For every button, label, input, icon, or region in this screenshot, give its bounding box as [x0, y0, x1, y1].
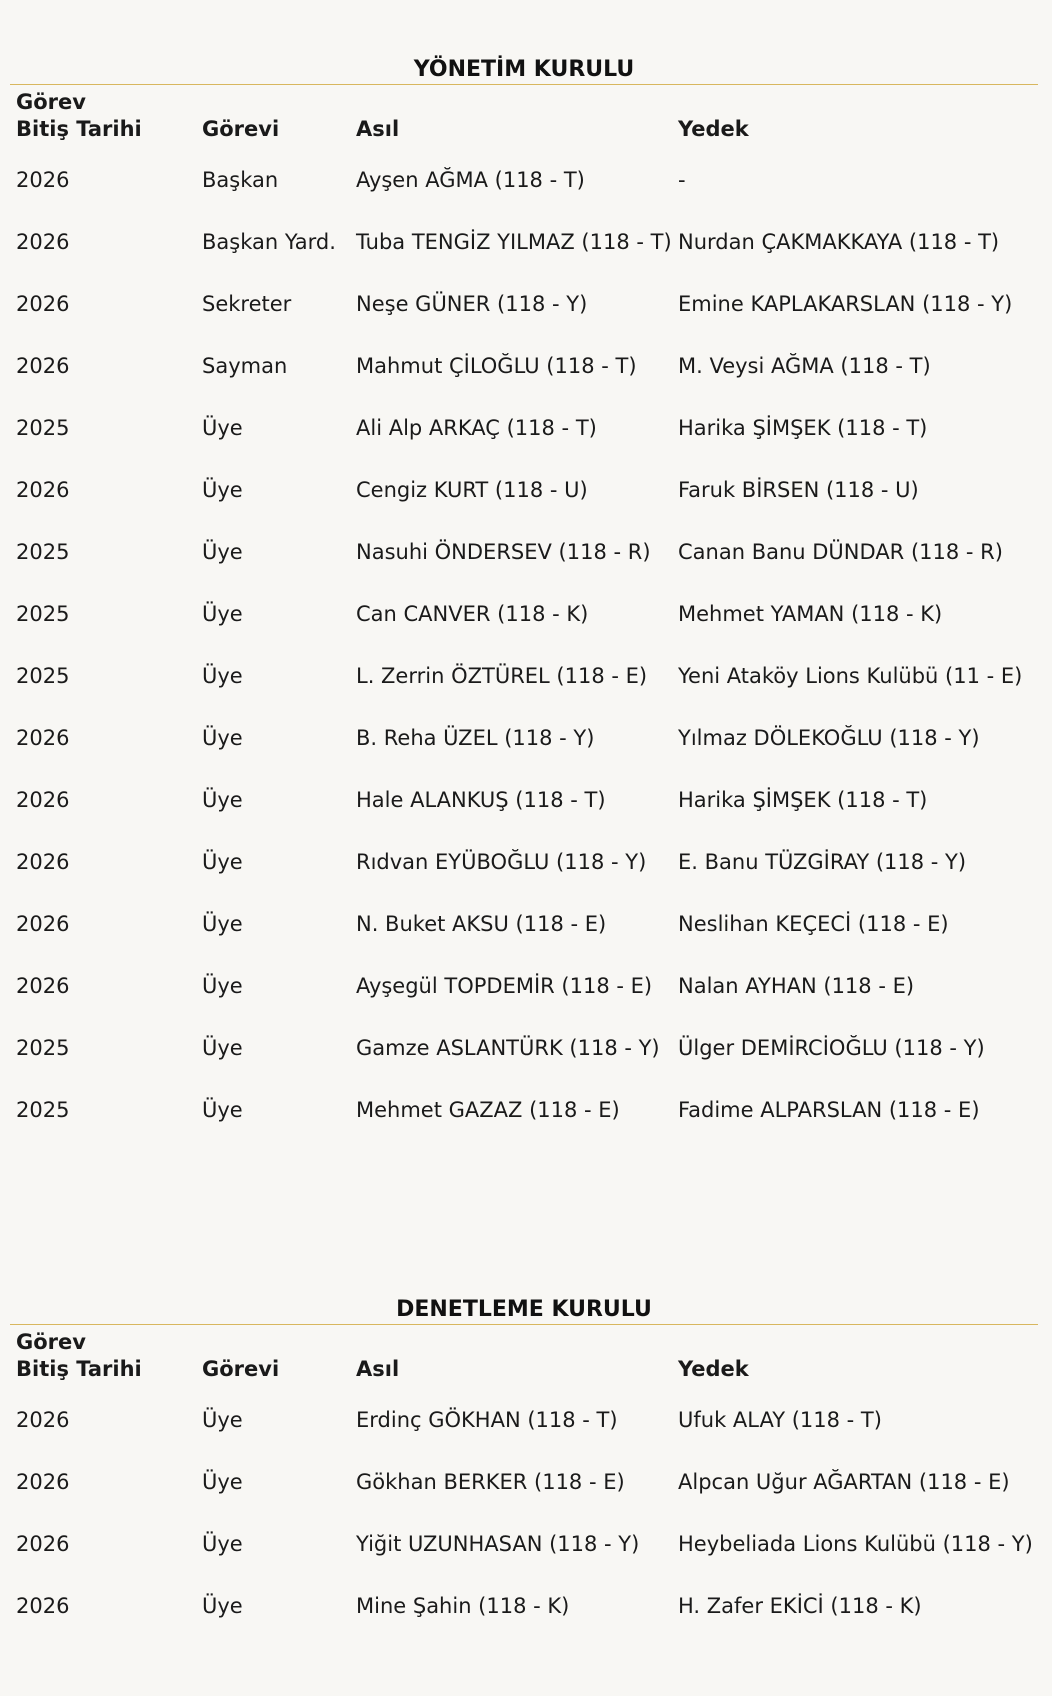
cell-primary: Mehmet GAZAZ (118 - E)	[356, 1098, 620, 1122]
cell-role: Üye	[202, 478, 243, 502]
cell-primary: Mahmut ÇİLOĞLU (118 - T)	[356, 354, 637, 378]
cell-primary: Mine Şahin (118 - K)	[356, 1594, 570, 1618]
cell-year: 2025	[16, 664, 70, 688]
cell-primary: Gökhan BERKER (118 - E)	[356, 1470, 625, 1494]
cell-year: 2026	[16, 726, 70, 750]
table-row	[10, 395, 1038, 457]
cell-primary: Rıdvan EYÜBOĞLU (118 - Y)	[356, 850, 647, 874]
cell-primary: Nasuhi ÖNDERSEV (118 - R)	[356, 540, 651, 564]
cell-year: 2026	[16, 1594, 70, 1618]
cell-role: Sekreter	[202, 292, 292, 316]
table-row	[10, 767, 1038, 829]
cell-year: 2026	[16, 168, 70, 192]
header-date	[16, 1329, 142, 1383]
cell-primary: Tuba TENGİZ YILMAZ (118 - T)	[356, 230, 672, 254]
cell-substitute: Harika ŞİMŞEK (118 - T)	[678, 416, 928, 440]
cell-year: 2026	[16, 850, 70, 874]
cell-role: Üye	[202, 726, 243, 750]
cell-role: Üye	[202, 1036, 243, 1060]
cell-year: 2026	[16, 230, 70, 254]
cell-primary: Ali Alp ARKAÇ (118 - T)	[356, 416, 597, 440]
cell-year: 2026	[16, 912, 70, 936]
cell-primary: Erdinç GÖKHAN (118 - T)	[356, 1408, 618, 1432]
cell-substitute: Heybeliada Lions Kulübü (118 - Y)	[678, 1532, 1033, 1556]
table-body	[10, 147, 1038, 1139]
table-row	[10, 1573, 1038, 1635]
cell-substitute: Faruk BİRSEN (118 - U)	[678, 478, 919, 502]
table-row	[10, 519, 1038, 581]
header-substitute: Yedek	[678, 1357, 749, 1381]
cell-substitute: Ülger DEMİRCİOĞLU (118 - Y)	[678, 1036, 985, 1060]
cell-year: 2025	[16, 416, 70, 440]
table-row	[10, 147, 1038, 209]
cell-role: Üye	[202, 416, 243, 440]
cell-substitute: E. Banu TÜZGİRAY (118 - Y)	[678, 850, 967, 874]
cell-primary: Can CANVER (118 - K)	[356, 602, 589, 626]
table-row	[10, 1511, 1038, 1573]
cell-primary: N. Buket AKSU (118 - E)	[356, 912, 607, 936]
section-title: YÖNETİM KURULU	[413, 57, 635, 82]
header-role: Görevi	[202, 117, 280, 141]
table-row	[10, 1449, 1038, 1511]
header-date-line2: Bitiş Tarihi	[16, 1357, 142, 1381]
table-body	[10, 1387, 1038, 1635]
header-primary: Asıl	[356, 117, 400, 141]
table-row	[10, 333, 1038, 395]
cell-role: Üye	[202, 850, 243, 874]
cell-substitute: Harika ŞİMŞEK (118 - T)	[678, 788, 928, 812]
cell-role: Üye	[202, 1408, 243, 1432]
cell-year: 2025	[16, 540, 70, 564]
cell-role: Üye	[202, 1098, 243, 1122]
cell-role: Üye	[202, 602, 243, 626]
cell-role: Başkan Yard.	[202, 230, 336, 254]
section-title: DENETLEME KURULU	[396, 1297, 652, 1322]
cell-year: 2025	[16, 1036, 70, 1060]
cell-primary: Ayşegül TOPDEMİR (118 - E)	[356, 974, 653, 998]
cell-substitute: Ufuk ALAY (118 - T)	[678, 1408, 882, 1432]
table-row	[10, 705, 1038, 767]
table-row	[10, 643, 1038, 705]
cell-primary: Hale ALANKUŞ (118 - T)	[356, 788, 606, 812]
denetleme-kurulu-section	[10, 1296, 1038, 1635]
cell-role: Başkan	[202, 168, 279, 192]
cell-year: 2026	[16, 1470, 70, 1494]
table-row	[10, 953, 1038, 1015]
cell-substitute: Yılmaz DÖLEKOĞLU (118 - Y)	[678, 726, 980, 750]
cell-role: Üye	[202, 1470, 243, 1494]
cell-primary: Ayşen AĞMA (118 - T)	[356, 168, 585, 192]
table-row	[10, 891, 1038, 953]
cell-role: Sayman	[202, 354, 288, 378]
cell-substitute: Fadime ALPARSLAN (118 - E)	[678, 1098, 980, 1122]
table-header	[10, 1325, 1038, 1387]
cell-primary: B. Reha ÜZEL (118 - Y)	[356, 726, 595, 750]
cell-substitute: Canan Banu DÜNDAR (118 - R)	[678, 540, 1003, 564]
header-date-line2: Bitiş Tarihi	[16, 117, 142, 141]
table-row	[10, 209, 1038, 271]
cell-year: 2026	[16, 1408, 70, 1432]
header-primary: Asıl	[356, 1357, 400, 1381]
header-substitute: Yedek	[678, 117, 749, 141]
cell-role: Üye	[202, 974, 243, 998]
table-row	[10, 271, 1038, 333]
cell-role: Üye	[202, 664, 243, 688]
cell-substitute: Neslihan KEÇECİ (118 - E)	[678, 912, 949, 936]
table-row	[10, 581, 1038, 643]
table-row	[10, 1077, 1038, 1139]
header-role: Görevi	[202, 1357, 280, 1381]
cell-substitute: Alpcan Uğur AĞARTAN (118 - E)	[678, 1470, 1010, 1494]
cell-substitute: Nurdan ÇAKMAKKAYA (118 - T)	[678, 230, 1000, 254]
cell-year: 2026	[16, 354, 70, 378]
cell-substitute: -	[678, 168, 686, 192]
cell-substitute: Yeni Ataköy Lions Kulübü (11 - E)	[678, 664, 1023, 688]
cell-primary: Gamze ASLANTÜRK (118 - Y)	[356, 1036, 660, 1060]
cell-substitute: Emine KAPLAKARSLAN (118 - Y)	[678, 292, 1013, 316]
cell-primary: L. Zerrin ÖZTÜREL (118 - E)	[356, 664, 648, 688]
cell-year: 2026	[16, 974, 70, 998]
cell-year: 2025	[16, 602, 70, 626]
cell-year: 2026	[16, 292, 70, 316]
cell-substitute: H. Zafer EKİCİ (118 - K)	[678, 1594, 922, 1618]
cell-role: Üye	[202, 1594, 243, 1618]
cell-role: Üye	[202, 912, 243, 936]
table-row	[10, 1015, 1038, 1077]
cell-primary: Yiğit UZUNHASAN (118 - Y)	[356, 1532, 640, 1556]
cell-substitute: M. Veysi AĞMA (118 - T)	[678, 354, 931, 378]
cell-year: 2025	[16, 1098, 70, 1122]
table-row	[10, 829, 1038, 891]
cell-year: 2026	[16, 1532, 70, 1556]
cell-role: Üye	[202, 1532, 243, 1556]
yonetim-kurulu-section	[10, 56, 1038, 1139]
table-row	[10, 1387, 1038, 1449]
table-header	[10, 85, 1038, 147]
cell-role: Üye	[202, 540, 243, 564]
cell-primary: Cengiz KURT (118 - U)	[356, 478, 588, 502]
header-date	[16, 89, 142, 143]
cell-substitute: Mehmet YAMAN (118 - K)	[678, 602, 943, 626]
header-date-line1: Görev	[16, 90, 86, 114]
cell-year: 2026	[16, 788, 70, 812]
cell-year: 2026	[16, 478, 70, 502]
cell-role: Üye	[202, 788, 243, 812]
cell-substitute: Nalan AYHAN (118 - E)	[678, 974, 915, 998]
table-row	[10, 457, 1038, 519]
header-date-line1: Görev	[16, 1330, 86, 1354]
cell-primary: Neşe GÜNER (118 - Y)	[356, 292, 588, 316]
